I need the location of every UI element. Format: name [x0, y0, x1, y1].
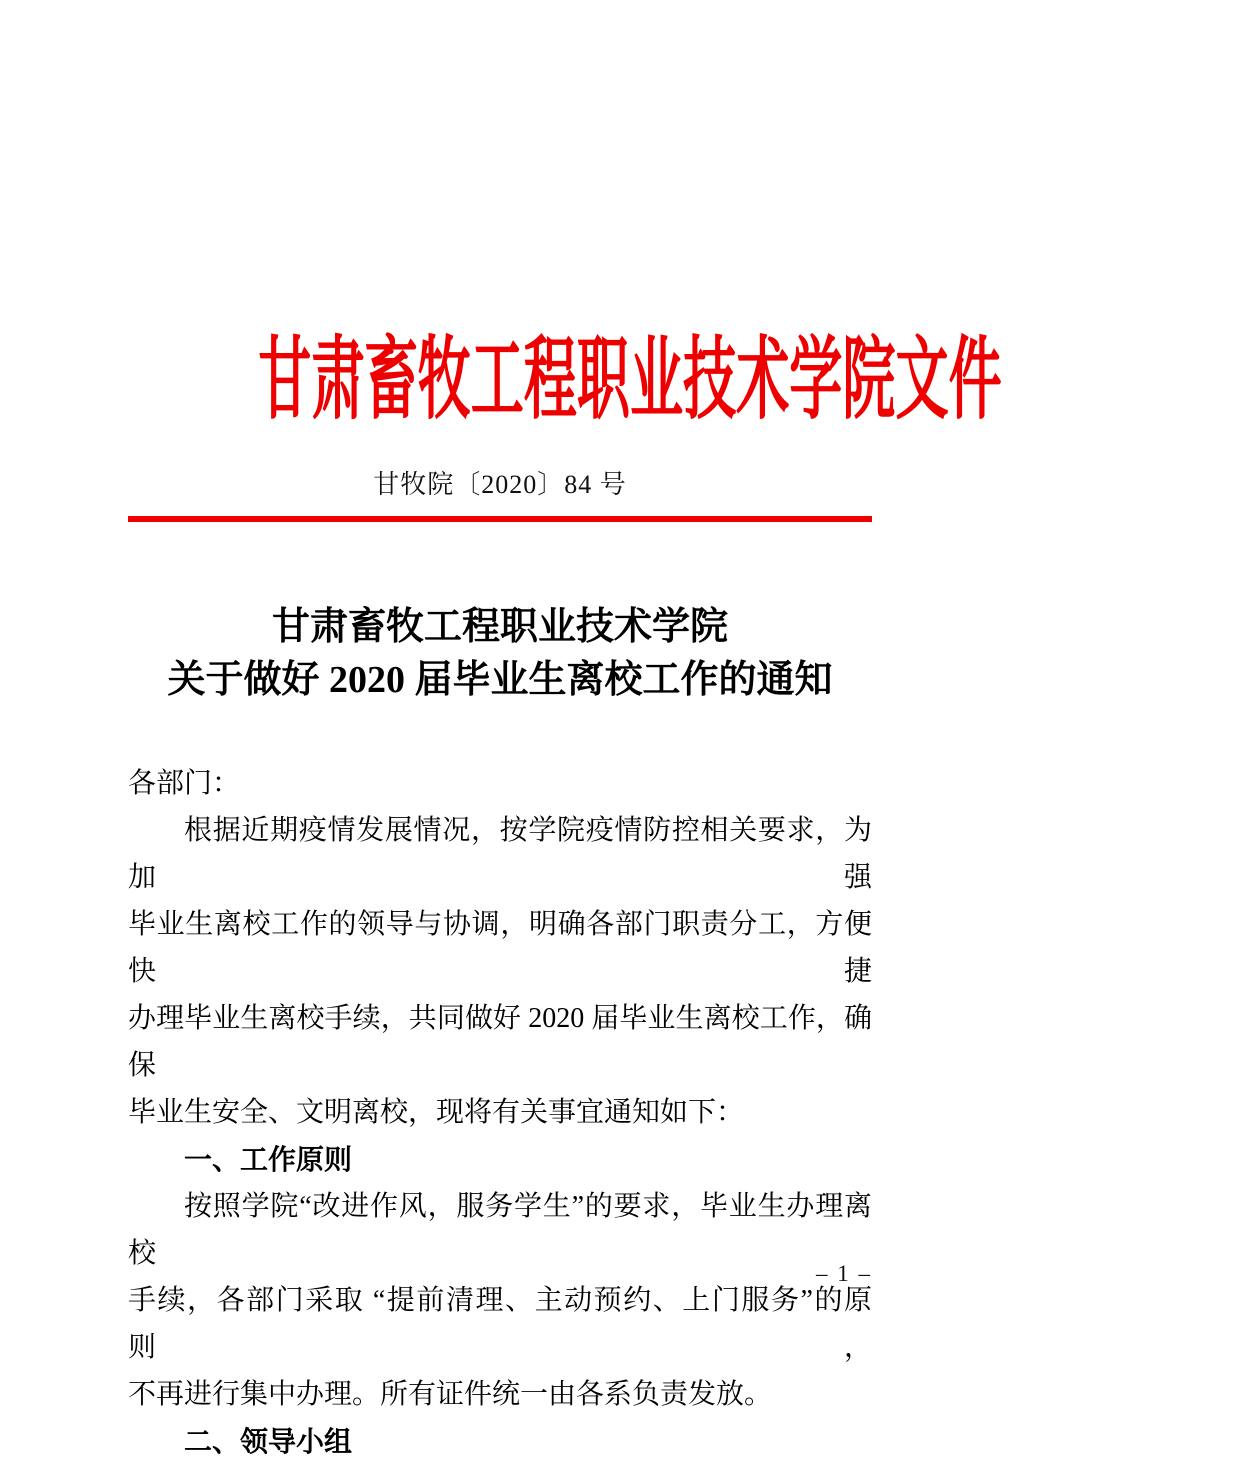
document-title-line-1: 甘肃畜牧工程职业技术学院 [271, 606, 728, 648]
section-heading-1: 一、工作原则 [184, 1144, 353, 1175]
body-line: 办理毕业生离校手续，共同做好 2020 届毕业生离校工作，确保 [128, 1003, 872, 1081]
document-body [128, 760, 872, 1465]
letterhead-title: 甘肃畜牧工程职业技术学院文件 [258, 331, 1002, 430]
section-heading-2: 二、领导小组 [184, 1426, 353, 1457]
red-divider-line [128, 516, 872, 522]
red-letterhead [0, 332, 1000, 430]
body-line: 按照学院“改进作风，服务学生”的要求，毕业生办理离校 [128, 1191, 872, 1269]
page-number: – 1 – [816, 1261, 872, 1286]
body-line: 毕业生离校工作的领导与协调，明确各部门职责分工，方便快捷 [128, 909, 872, 987]
salutation: 各部门： [128, 768, 241, 799]
body-line: 不再进行集中办理。所有证件统一由各系负责发放。 [128, 1379, 773, 1410]
document-number: 甘牧院〔2020〕84 号 [373, 470, 627, 499]
body-line: 毕业生安全、文明离校，现将有关事宜通知如下： [128, 1097, 745, 1128]
body-line: 根据近期疫情发展情况，按学院疫情防控相关要求，为加强 [128, 815, 872, 893]
document-title-line-2: 关于做好 2020 届毕业生离校工作的通知 [167, 659, 833, 701]
document-title [0, 601, 1000, 707]
body-line: 手续，各部门采取 “提前清理、主动预约、上门服务”的原则， [128, 1285, 872, 1363]
